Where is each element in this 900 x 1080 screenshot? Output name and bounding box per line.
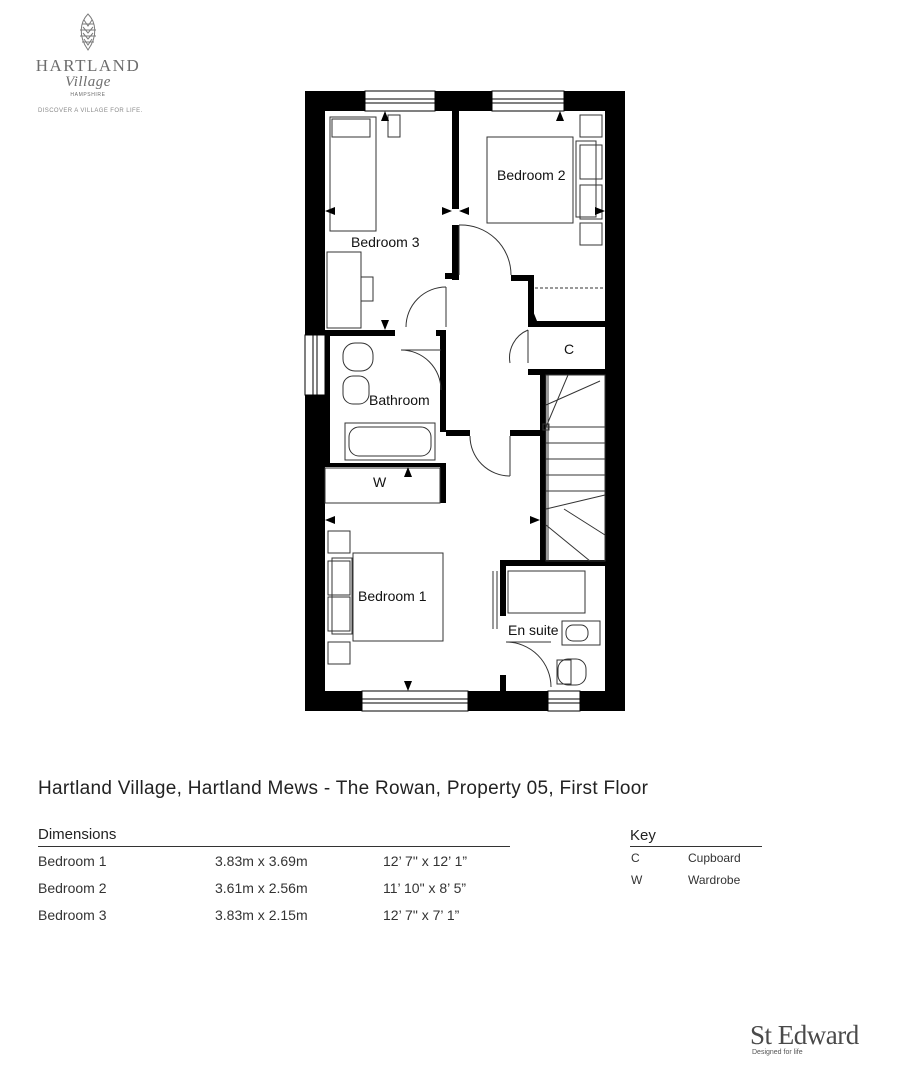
measurement-arrows (325, 111, 605, 691)
room-name: Bedroom 1 (38, 853, 107, 869)
label-en-suite: En suite (508, 622, 559, 638)
key-item (630, 873, 770, 889)
room-name: Bedroom 3 (38, 907, 107, 923)
floor-plan-drawing (300, 85, 630, 715)
metric-size: 3.61m x 2.56m (215, 880, 308, 896)
pine-cone-icon (28, 10, 148, 56)
key-heading: Key (630, 827, 656, 844)
key-code: C (631, 851, 640, 865)
imperial-size: 12’ 7" x 7’ 1” (383, 907, 460, 923)
dimensions-row (38, 880, 510, 900)
dimensions-row (38, 853, 510, 873)
interior-walls (325, 111, 605, 691)
label-bedroom-2: Bedroom 2 (497, 167, 566, 183)
brand-tagline: DISCOVER A VILLAGE FOR LIFE. (38, 108, 143, 114)
staircase (543, 375, 605, 561)
brand-title: HARTLAND (35, 56, 141, 75)
key-code: W (631, 873, 643, 887)
metric-size: 3.83m x 3.69m (215, 853, 308, 869)
label-bathroom: Bathroom (369, 392, 430, 408)
developer-name: St Edward (750, 1020, 859, 1050)
label-cupboard: C (564, 341, 575, 357)
label-bedroom-1: Bedroom 1 (358, 588, 427, 604)
page-title: Hartland Village, Hartland Mews - The Rowan, Property 05, First Floor (38, 778, 649, 799)
brand-script: Village (65, 74, 111, 90)
dimensions-row (38, 907, 510, 927)
imperial-size: 11’ 10" x 8’ 5” (383, 880, 467, 896)
key-divider (630, 846, 762, 847)
imperial-size: 12’ 7" x 12’ 1” (383, 853, 468, 869)
room-name: Bedroom 2 (38, 880, 107, 896)
dimensions-heading: Dimensions (38, 826, 117, 843)
key-item (630, 851, 770, 867)
label-wardrobe: W (373, 474, 387, 490)
brand-subtitle: HAMPSHIRE (70, 92, 106, 98)
key-meaning: Wardrobe (688, 873, 741, 887)
developer-logo (750, 1020, 870, 1060)
metric-size: 3.83m x 2.15m (215, 907, 308, 923)
label-bedroom-3: Bedroom 3 (351, 234, 420, 250)
key-meaning: Cupboard (688, 851, 741, 865)
brand-logo (28, 10, 148, 120)
dimensions-divider (38, 846, 510, 847)
floor-plan (300, 85, 630, 715)
developer-tagline: Designed for life (752, 1049, 803, 1056)
